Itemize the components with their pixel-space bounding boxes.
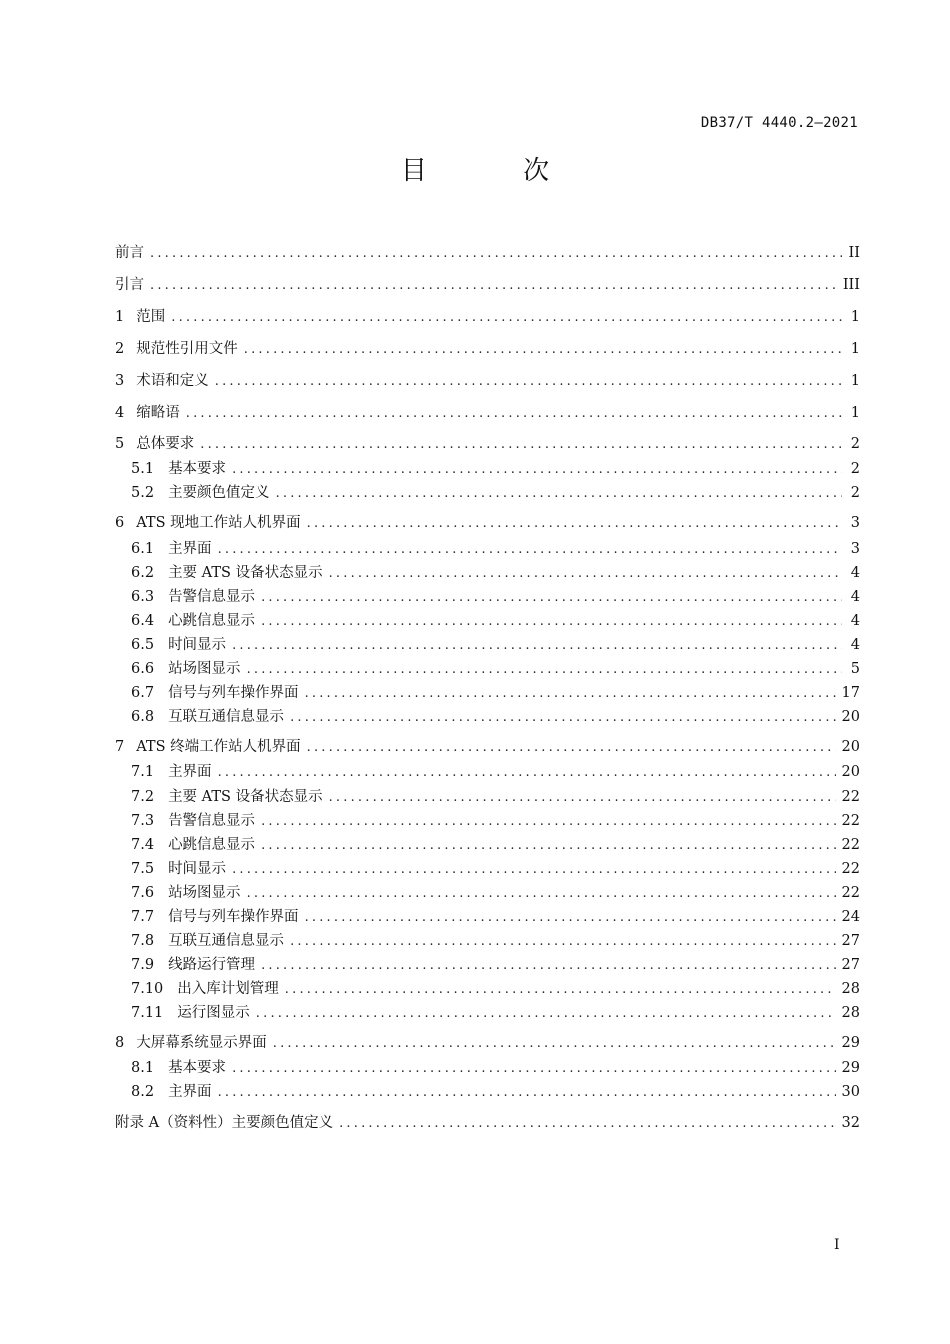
toc-entry-number: 7.2 (131, 789, 155, 805)
toc-entry-label: 主要 ATS 设备状态显示 (168, 565, 323, 581)
toc-entry-label: 前言 (115, 245, 144, 261)
toc-entry-page: 24 (841, 909, 860, 925)
toc-entry[interactable] (115, 482, 860, 504)
toc-entry-text (115, 906, 299, 928)
toc-leader-dots (329, 787, 836, 809)
toc-entry-text (115, 1002, 250, 1024)
toc-entry-number: 4 (115, 405, 125, 421)
toc-entry[interactable] (115, 306, 860, 328)
toc-entry[interactable] (115, 906, 860, 928)
toc-leader-dots (261, 835, 835, 857)
toc-entry-number: 6.1 (131, 541, 155, 557)
toc-entry-page: 4 (850, 613, 860, 629)
toc-entry-page: 22 (841, 813, 860, 829)
toc-entry-text (115, 810, 255, 832)
toc-entry-number: 6.4 (131, 613, 155, 629)
toc-entry-page: II (848, 245, 860, 261)
toc-entry-label: 范围 (136, 309, 166, 325)
toc-entry-page: 22 (841, 837, 860, 853)
toc-entry-page: 20 (841, 764, 860, 780)
toc-leader-dots (285, 979, 836, 1001)
toc-entry-page: 4 (850, 565, 860, 581)
toc-entry-page: 27 (841, 957, 860, 973)
toc-entry-label: 大屏幕系统显示界面 (136, 1035, 267, 1051)
toc-entry-number: 3 (115, 373, 125, 389)
toc-entry-page: 32 (841, 1115, 860, 1131)
toc-entry-text (115, 242, 144, 264)
toc-entry-text (115, 978, 279, 1000)
toc-entry[interactable] (115, 1112, 860, 1134)
toc-entry-page: 22 (841, 861, 860, 877)
toc-entry-label: 主要 ATS 设备状态显示 (168, 789, 323, 805)
toc-entry-text (115, 1057, 226, 1079)
toc-entry[interactable] (115, 1057, 860, 1079)
toc-leader-dots (261, 811, 835, 833)
toc-entry-text (115, 562, 323, 584)
toc-entry-text (115, 930, 284, 952)
toc-entry-text (115, 482, 270, 504)
toc-leader-dots (232, 859, 835, 881)
toc-entry-label: 基本要求 (168, 461, 227, 477)
toc-entry-page: 22 (841, 789, 860, 805)
toc-entry-label: 互联互通信息显示 (168, 709, 285, 725)
toc-leader-dots (232, 635, 842, 657)
toc-entry[interactable] (115, 834, 860, 856)
toc-entry-number: 7.10 (131, 981, 164, 997)
toc-entry-number: 7.1 (131, 764, 155, 780)
toc-entry-text (115, 610, 255, 632)
toc-entry-label: 引言 (115, 277, 144, 293)
toc-entry-page: 2 (850, 485, 860, 501)
toc-entry-text (115, 858, 226, 880)
toc-leader-dots (247, 883, 836, 905)
toc-entry-number: 7.3 (131, 813, 155, 829)
toc-entry-number: 8.2 (131, 1084, 155, 1100)
toc-entry-text (115, 538, 212, 560)
toc-leader-dots (290, 931, 835, 953)
toc-leader-dots (215, 371, 842, 393)
toc-entry-label: 主界面 (168, 1084, 212, 1100)
toc-entry-label: 出入库计划管理 (177, 981, 279, 997)
toc-entry-label: 告警信息显示 (168, 589, 256, 605)
toc-entry-label: 主要颜色值定义 (168, 485, 270, 501)
toc-entry[interactable] (115, 402, 860, 424)
toc-entry[interactable] (115, 706, 860, 728)
toc-entry-page: 5 (850, 661, 860, 677)
toc-entry-number: 6.3 (131, 589, 155, 605)
toc-leader-dots (150, 243, 842, 265)
toc-entry-number: 8.1 (131, 1060, 155, 1076)
document-code: DB37/T 4440.2—2021 (700, 115, 858, 131)
toc-entry-number: 5 (115, 436, 125, 452)
toc-entry-page: 17 (841, 685, 860, 701)
toc-entry-number: 6.8 (131, 709, 155, 725)
toc-entry-number: 8 (115, 1035, 125, 1051)
toc-entry-page: 22 (841, 885, 860, 901)
toc-entry-page: 3 (850, 515, 860, 531)
toc-entry-number: 7.8 (131, 933, 155, 949)
toc-leader-dots (232, 1058, 835, 1080)
toc-leader-dots (171, 307, 842, 329)
toc-entry[interactable] (115, 562, 860, 584)
toc-leader-dots (218, 539, 842, 561)
toc-leader-dots (290, 707, 835, 729)
toc-entry[interactable] (115, 242, 860, 264)
toc-entry-text (115, 834, 255, 856)
page-title: 目 次 (400, 156, 594, 186)
toc-entry-label: ATS 现地工作站人机界面 (136, 515, 301, 531)
toc-entry[interactable] (115, 458, 860, 480)
toc-entry-label: 规范性引用文件 (136, 341, 238, 357)
toc-entry-label: 时间显示 (168, 637, 227, 653)
toc-entry-label: 主界面 (168, 764, 212, 780)
toc-entry-label: 主界面 (168, 541, 212, 557)
page-number: I (834, 1237, 840, 1253)
toc-entry-page: 4 (850, 589, 860, 605)
toc-entry-label: 心跳信息显示 (168, 837, 256, 853)
toc-entry-page: 20 (841, 739, 860, 755)
toc-leader-dots (307, 513, 842, 535)
toc-entry[interactable] (115, 1081, 860, 1103)
toc-entry-label: 总体要求 (136, 436, 195, 452)
toc-entry-number: 6.7 (131, 685, 155, 701)
toc-entry-page: 2 (850, 461, 860, 477)
toc-entry-page: 27 (841, 933, 860, 949)
toc-leader-dots (186, 403, 842, 425)
toc-entry-text (115, 761, 212, 783)
toc-entry[interactable] (115, 858, 860, 880)
toc-leader-dots (200, 434, 842, 456)
toc-entry-text (115, 658, 241, 680)
toc-leader-dots (218, 1082, 836, 1104)
toc-entry[interactable] (115, 810, 860, 832)
toc-entry-page: 29 (841, 1035, 860, 1051)
toc-leader-dots (150, 275, 837, 297)
toc-entry-text (115, 306, 165, 328)
toc-leader-dots (329, 563, 842, 585)
toc-entry-label: ATS 终端工作站人机界面 (136, 739, 301, 755)
toc-leader-dots (276, 483, 842, 505)
toc-entry-label: 基本要求 (168, 1060, 227, 1076)
toc-entry-label: 信号与列车操作界面 (168, 685, 299, 701)
toc-entry-label: 线路运行管理 (168, 957, 256, 973)
toc-entry-text (115, 1112, 333, 1134)
toc-entry[interactable] (115, 610, 860, 632)
toc-entry-label: 互联互通信息显示 (168, 933, 285, 949)
toc-entry-number: 7.6 (131, 885, 155, 901)
toc-entry[interactable] (115, 433, 860, 455)
toc-entry-text (115, 706, 284, 728)
toc-entry[interactable] (115, 761, 860, 783)
toc-leader-dots (305, 683, 836, 705)
toc-entry[interactable] (115, 586, 860, 608)
toc-entry[interactable] (115, 1002, 860, 1024)
toc-entry-text (115, 736, 301, 758)
toc-entry-text (115, 402, 180, 424)
toc-entry-text (115, 954, 255, 976)
toc-entry-number: 1 (115, 309, 125, 325)
toc-entry-text (115, 634, 226, 656)
toc-entry-label: 缩略语 (136, 405, 180, 421)
toc-leader-dots (339, 1113, 835, 1135)
toc-entry-label: 告警信息显示 (168, 813, 256, 829)
toc-entry[interactable] (115, 736, 860, 758)
toc-entry-text (115, 338, 238, 360)
toc-leader-dots (256, 1003, 836, 1025)
toc-entry[interactable] (115, 682, 860, 704)
toc-entry-label: 心跳信息显示 (168, 613, 256, 629)
toc-entry-text (115, 586, 255, 608)
toc-entry-page: 28 (841, 1005, 860, 1021)
toc-entry-label: 时间显示 (168, 861, 227, 877)
toc-entry-number: 7.4 (131, 837, 155, 853)
toc-entry[interactable] (115, 512, 860, 534)
toc-entry-text (115, 1081, 212, 1103)
toc-entry[interactable] (115, 882, 860, 904)
toc-entry-label: 信号与列车操作界面 (168, 909, 299, 925)
toc-entry[interactable] (115, 538, 860, 560)
toc-entry[interactable] (115, 954, 860, 976)
toc-leader-dots (273, 1033, 836, 1055)
toc-entry-text (115, 512, 301, 534)
toc-leader-dots (307, 737, 836, 759)
toc-entry-number: 6.2 (131, 565, 155, 581)
toc-entry-page: 28 (841, 981, 860, 997)
toc-entry[interactable] (115, 370, 860, 392)
toc-entry-number: 6.5 (131, 637, 155, 653)
toc-entry-page: 29 (841, 1060, 860, 1076)
toc-leader-dots (244, 339, 842, 361)
toc-entry-number: 5.1 (131, 461, 155, 477)
toc-entry-number: 6.6 (131, 661, 155, 677)
toc-entry-page: 4 (850, 637, 860, 653)
toc-entry-number: 7.7 (131, 909, 155, 925)
toc-leader-dots (218, 762, 836, 784)
toc-entry-page: 1 (850, 341, 860, 357)
toc-entry-text (115, 433, 194, 455)
toc-entry-text (115, 882, 241, 904)
toc-leader-dots (261, 955, 835, 977)
toc-entry-text (115, 274, 144, 296)
toc-entry-text (115, 682, 299, 704)
toc-entry-text (115, 370, 209, 392)
toc-entry[interactable] (115, 1032, 860, 1054)
toc-entry-number: 7.5 (131, 861, 155, 877)
toc-entry-label: 站场图显示 (168, 661, 241, 677)
toc-entry[interactable] (115, 274, 860, 296)
toc-entry-number: 7 (115, 739, 125, 755)
toc-entry-number: 7.11 (131, 1005, 164, 1021)
toc-entry[interactable] (115, 658, 860, 680)
toc-entry-text (115, 458, 226, 480)
toc-entry-label: 站场图显示 (168, 885, 241, 901)
toc-entry-page: 3 (850, 541, 860, 557)
toc-entry-number: 6 (115, 515, 125, 531)
toc-leader-dots (247, 659, 842, 681)
toc-entry-text (115, 1032, 267, 1054)
toc-entry-label: 附录 A（资料性）主要颜色值定义 (115, 1115, 334, 1131)
toc-entry-page: 1 (850, 405, 860, 421)
toc-leader-dots (305, 907, 836, 929)
toc-entry[interactable] (115, 978, 860, 1000)
toc-entry-page: 2 (850, 436, 860, 452)
toc-entry-number: 2 (115, 341, 125, 357)
toc-entry-number: 5.2 (131, 485, 155, 501)
toc-entry-page: III (842, 277, 860, 293)
toc-entry[interactable] (115, 634, 860, 656)
toc-leader-dots (261, 611, 842, 633)
toc-entry[interactable] (115, 930, 860, 952)
toc-entry-text (115, 786, 323, 808)
toc-entry-label: 运行图显示 (177, 1005, 250, 1021)
toc-entry-page: 20 (841, 709, 860, 725)
toc-leader-dots (232, 459, 842, 481)
toc-entry[interactable] (115, 338, 860, 360)
toc-entry-page: 1 (850, 373, 860, 389)
toc-entry-page: 1 (850, 309, 860, 325)
toc-entry[interactable] (115, 786, 860, 808)
toc-entry-page: 30 (841, 1084, 860, 1100)
toc-leader-dots (261, 587, 842, 609)
toc-entry-label: 术语和定义 (136, 373, 209, 389)
toc-entry-number: 7.9 (131, 957, 155, 973)
